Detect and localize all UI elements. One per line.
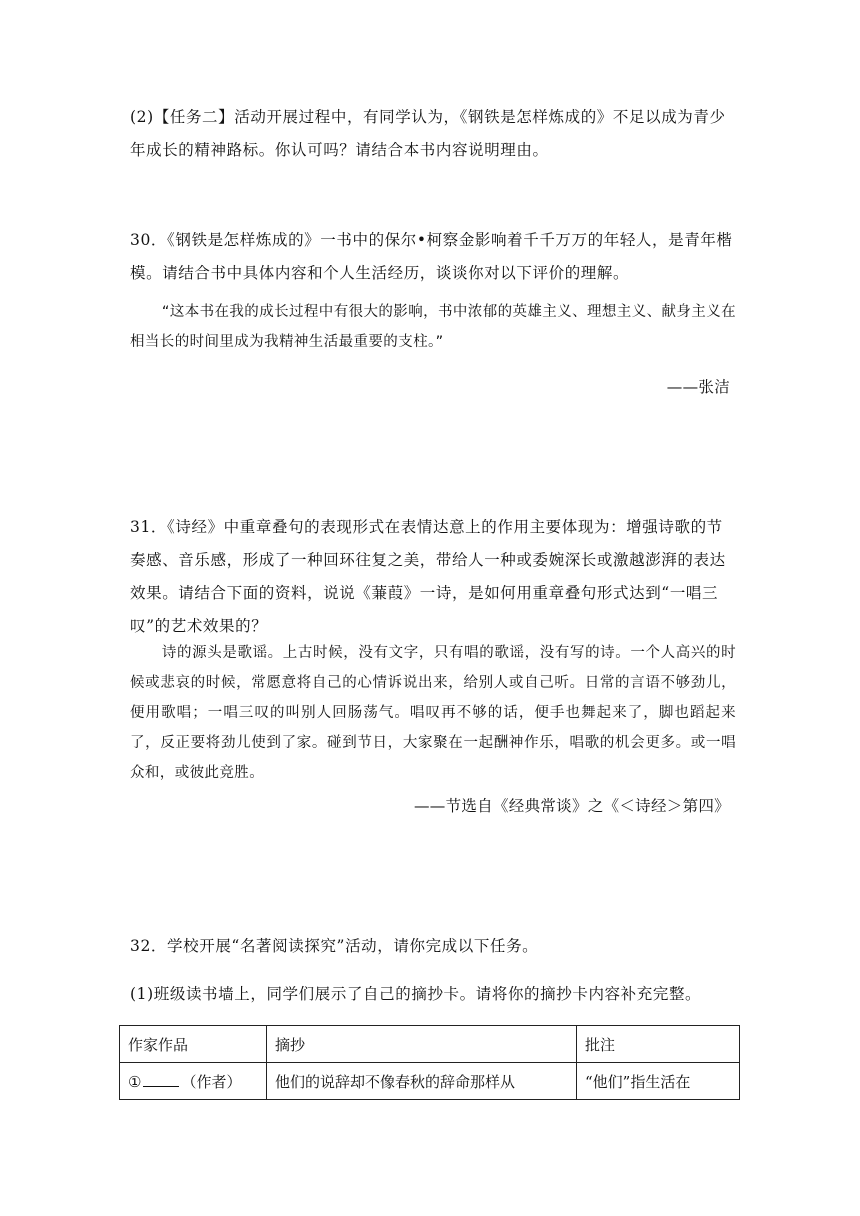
header-excerpt: 摘抄 [267, 1026, 577, 1063]
item-number: ① [128, 1072, 142, 1091]
q32-part1: (1)班级读书墙上，同学们展示了自己的摘抄卡。请将你的摘抄卡内容补充完整。 [130, 985, 702, 1003]
author-suffix: （作者） [181, 1072, 242, 1091]
q30-quote: “这本书在我的成长过程中有很大的影响，书中浓郁的英雄主义、理想主义、献身主义在相当长的时间里成为我精神生活最重要的支柱。” [130, 304, 736, 350]
excerpt-cell: 他们的说辞却不像春秋的辞命那样从 [267, 1063, 577, 1100]
annotation-cell: “他们”指生活在 [577, 1063, 740, 1100]
header-annotation: 批注 [577, 1026, 740, 1063]
excerpt-card-table [119, 1025, 740, 1100]
q30-attribution: ——张洁 [666, 378, 730, 396]
q31-stem: 31．《诗经》中重章叠句的表现形式在表情达意上的作用主要体现为：增强诗歌的节奏感、音乐感，形成了一种回环往复之美，带给人一种或委婉深长或激越澎湃的表达效果。请结合下面的资料，说说《蒹葭》一诗，是如何用重章叠句形式达到“一唱三叹”的艺术效果的？ [130, 518, 726, 635]
q32-stem: 32．学校开展“名著阅读探究”活动，请你完成以下任务。 [130, 937, 539, 955]
author-blank-cell[interactable] [120, 1063, 267, 1100]
table-row [120, 1063, 740, 1100]
author-blank-line[interactable] [143, 1072, 179, 1087]
header-author-work: 作家作品 [120, 1026, 267, 1063]
q30-stem: 30．《钢铁是怎样炼成的》一书中的保尔•柯察金影响着千千万万的年轻人，是青年楷模。请结合书中具体内容和个人生活经历，谈谈你对以下评价的理解。 [130, 231, 733, 282]
table-header-row [120, 1026, 740, 1063]
q31-passage: 诗的源头是歌谣。上古时候，没有文字，只有唱的歌谣，没有写的诗。一个人高兴的时候或悲哀的时候，常愿意将自己的心情诉说出来，给别人或自己听。日常的言语不够劲儿，便用歌唱；一唱三叹的叫别人回肠荡气。唱叹再不够的话，便手也舞起来了，脚也蹈起来了，反正要将劲儿使到了家。碰到节日，大家聚在一起酬神作乐，唱歌的机会更多。或一唱众和，或彼此竞胜。 [130, 645, 736, 781]
q31-attribution: ——节选自《经典常谈》之《＜诗经＞第四》 [413, 797, 730, 815]
q29-part2-text: (2)【任务二】活动开展过程中，有同学认为，《钢铁是怎样炼成的》不足以成为青少年成长的精神路标。你认可吗？请结合本书内容说明理由。 [130, 108, 726, 159]
